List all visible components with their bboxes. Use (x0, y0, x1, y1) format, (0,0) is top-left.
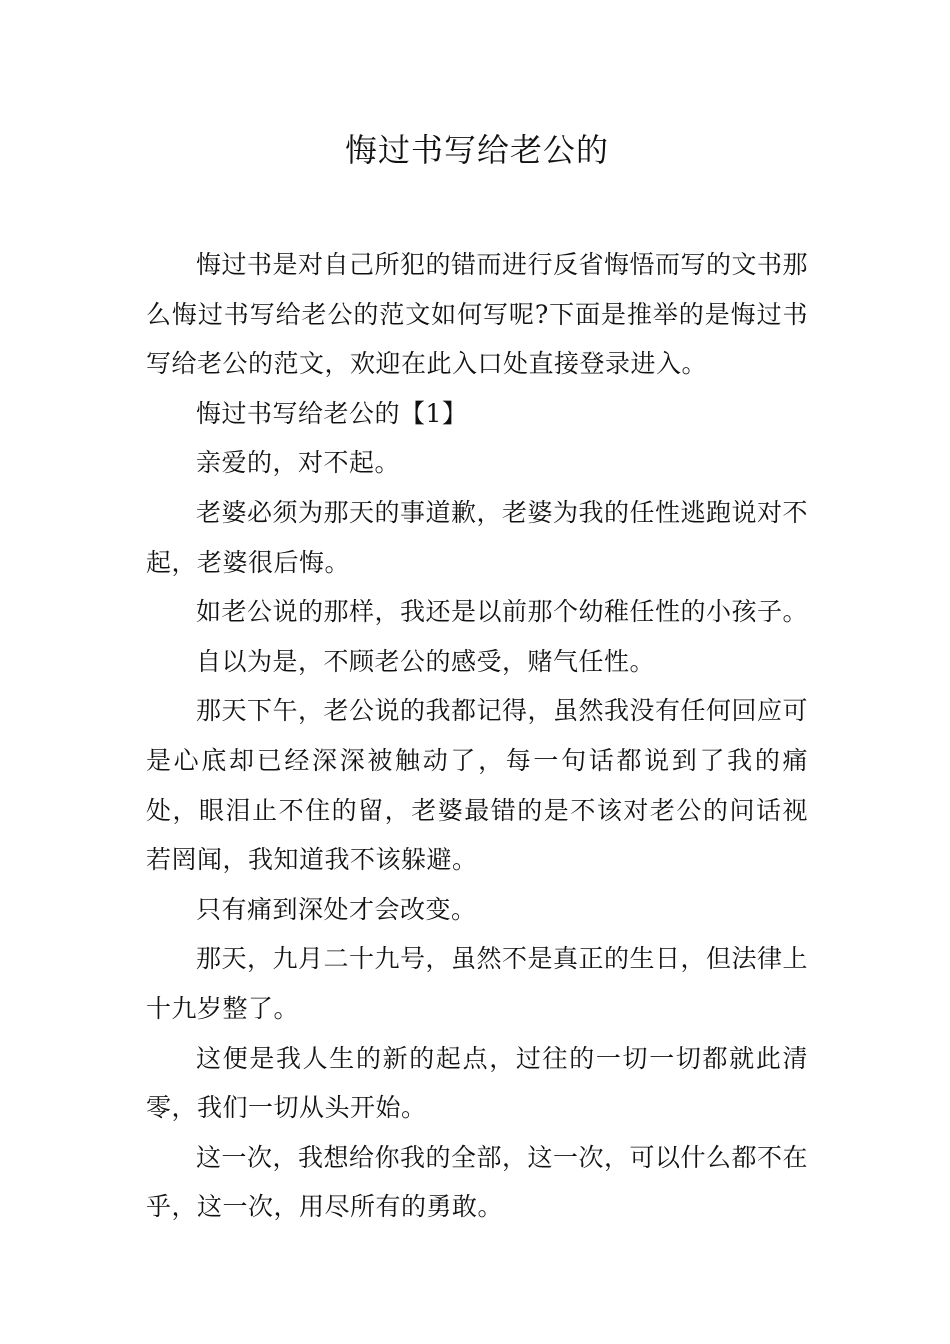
document-title: 悔过书写给老公的 (344, 131, 609, 169)
paragraph: 这便是我人生的新的起点，过往的一切一切都就此清零，我们一切从头开始。 (146, 1043, 808, 1123)
document-page (146, 120, 808, 1232)
paragraph: 这一次，我想给你我的全部，这一次，可以什么都不在乎，这一次，用尽所有的勇敢。 (146, 1142, 809, 1222)
paragraph: 亲爱的，对不起。 (196, 448, 401, 478)
paragraph: 自以为是，不顾老公的感受，赌气任性。 (196, 646, 656, 676)
document-body (146, 240, 808, 1232)
paragraph: 那天，九月二十九号，虽然不是真正的生日，但法律上十九岁整了。 (146, 944, 809, 1023)
paragraph: 悔过书是对自己所犯的错而进行反省悔悟而写的文书那么悔过书写给老公的范文如何写呢?下面是推举的是悔过书写给老公的范文，欢迎在此入口处直接登录进入。 (146, 250, 809, 379)
paragraph: 老婆必须为那天的事道歉，老婆为我的任性逃跑说对不起，老婆很后悔。 (146, 497, 809, 577)
section-heading: 悔过书写给老公的【1】 (196, 398, 468, 428)
paragraph: 那天下午，老公说的我都记得，虽然我没有任何回应可是心底却已经深深被触动了，每一句话都说到了我的痛处，眼泪止不住的留，老婆最错的是不该对老公的问话视若罔闻，我知道我不该躲避。 (146, 696, 809, 875)
paragraph: 如老公说的那样，我还是以前那个幼稚任性的小孩子。 (196, 597, 809, 627)
paragraph: 只有痛到深处才会改变。 (196, 894, 477, 924)
